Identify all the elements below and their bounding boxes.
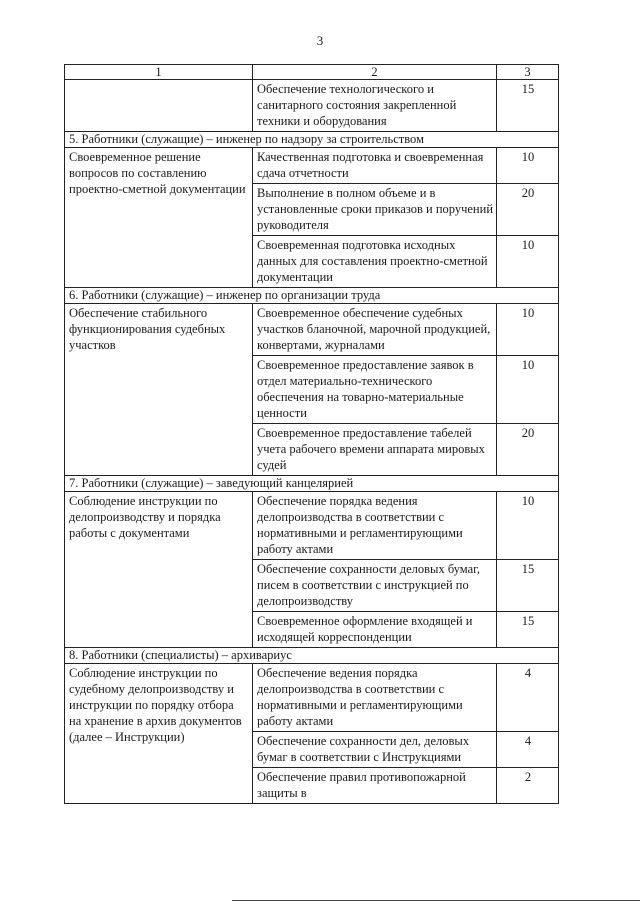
points-cell: 15 — [497, 612, 559, 648]
section-title: 8. Работники (специалисты) – архивариус — [65, 648, 559, 664]
page-bottom-rule — [232, 900, 640, 901]
indicator-cell: Обеспечение порядка ведения делопроизводства в соответствии с нормативными и регламентирующими работу актами — [253, 492, 497, 560]
indicator-cell: Своевременное оформление входящей и исходящей корреспонденции — [253, 612, 497, 648]
indicator-cell: Качественная подготовка и своевременная сдача отчетности — [253, 148, 497, 184]
indicator-cell: Своевременное обеспечение судебных участков бланочной, марочной продукцией, конвертами, журналами — [253, 304, 497, 356]
page-number: 3 — [316, 33, 324, 48]
indicator-cell: Выполнение в полном объеме и в установленные сроки приказов и поручений руководителя — [253, 184, 497, 236]
indicator-cell: Своевременное предоставление табелей учета рабочего времени аппарата мировых судей — [253, 424, 497, 476]
indicator-cell: Обеспечение ведения порядка делопроизводства в соответствии с нормативными и регламентирующими работу актами — [253, 664, 497, 732]
section-title-row — [65, 648, 559, 664]
criterion-cell-empty — [65, 80, 253, 132]
criterion-cell: Своевременное решение вопросов по составлению проектно-сметной документации — [65, 148, 253, 288]
header-col-1: 1 — [65, 65, 253, 80]
table-row — [65, 304, 559, 356]
section-title-row — [65, 132, 559, 148]
table-row — [65, 492, 559, 560]
table-row — [65, 148, 559, 184]
table-header-row — [65, 65, 559, 80]
criterion-cell: Соблюдение инструкции по судебному делопроизводству и инструкции по порядку отбора на хранение в архив документов (далее – Инструкции) — [65, 664, 253, 804]
points-cell: 4 — [497, 664, 559, 732]
points-cell: 10 — [497, 492, 559, 560]
criterion-cell: Обеспечение стабильного функционирования судебных участков — [65, 304, 253, 476]
section-title: 7. Работники (служащие) – заведующий канцелярией — [65, 476, 559, 492]
table-row — [65, 664, 559, 732]
points-cell: 10 — [497, 236, 559, 288]
indicator-cell: Обеспечение правил противопожарной защиты в — [253, 768, 497, 804]
points-cell: 10 — [497, 304, 559, 356]
points-cell: 15 — [497, 80, 559, 132]
section-title: 5. Работники (служащие) – инженер по надзору за строительством — [65, 132, 559, 148]
points-cell: 15 — [497, 560, 559, 612]
section-title: 6. Работники (служащие) – инженер по организации труда — [65, 288, 559, 304]
points-cell: 10 — [497, 356, 559, 424]
indicator-cell: Обеспечение сохранности деловых бумаг, писем в соответствии с инструкцией по делопроизводству — [253, 560, 497, 612]
points-cell: 2 — [497, 768, 559, 804]
section-title-row — [65, 288, 559, 304]
indicator-cell: Обеспечение технологического и санитарного состояния закрепленной техники и оборудования — [253, 80, 497, 132]
table-row — [65, 80, 559, 132]
criterion-cell: Соблюдение инструкции по делопроизводству и порядка работы с документами — [65, 492, 253, 648]
points-cell: 10 — [497, 148, 559, 184]
indicator-cell: Обеспечение сохранности дел, деловых бумаг в соответствии с Инструкциями — [253, 732, 497, 768]
header-col-3: 3 — [497, 65, 559, 80]
section-title-row — [65, 476, 559, 492]
header-col-2: 2 — [253, 65, 497, 80]
performance-criteria-table — [64, 64, 559, 804]
points-cell: 20 — [497, 184, 559, 236]
indicator-cell: Своевременное предоставление заявок в отдел материально-технического обеспечения на товарно-материальные ценности — [253, 356, 497, 424]
points-cell: 20 — [497, 424, 559, 476]
indicator-cell: Своевременная подготовка исходных данных для составления проектно-сметной документации — [253, 236, 497, 288]
points-cell: 4 — [497, 732, 559, 768]
